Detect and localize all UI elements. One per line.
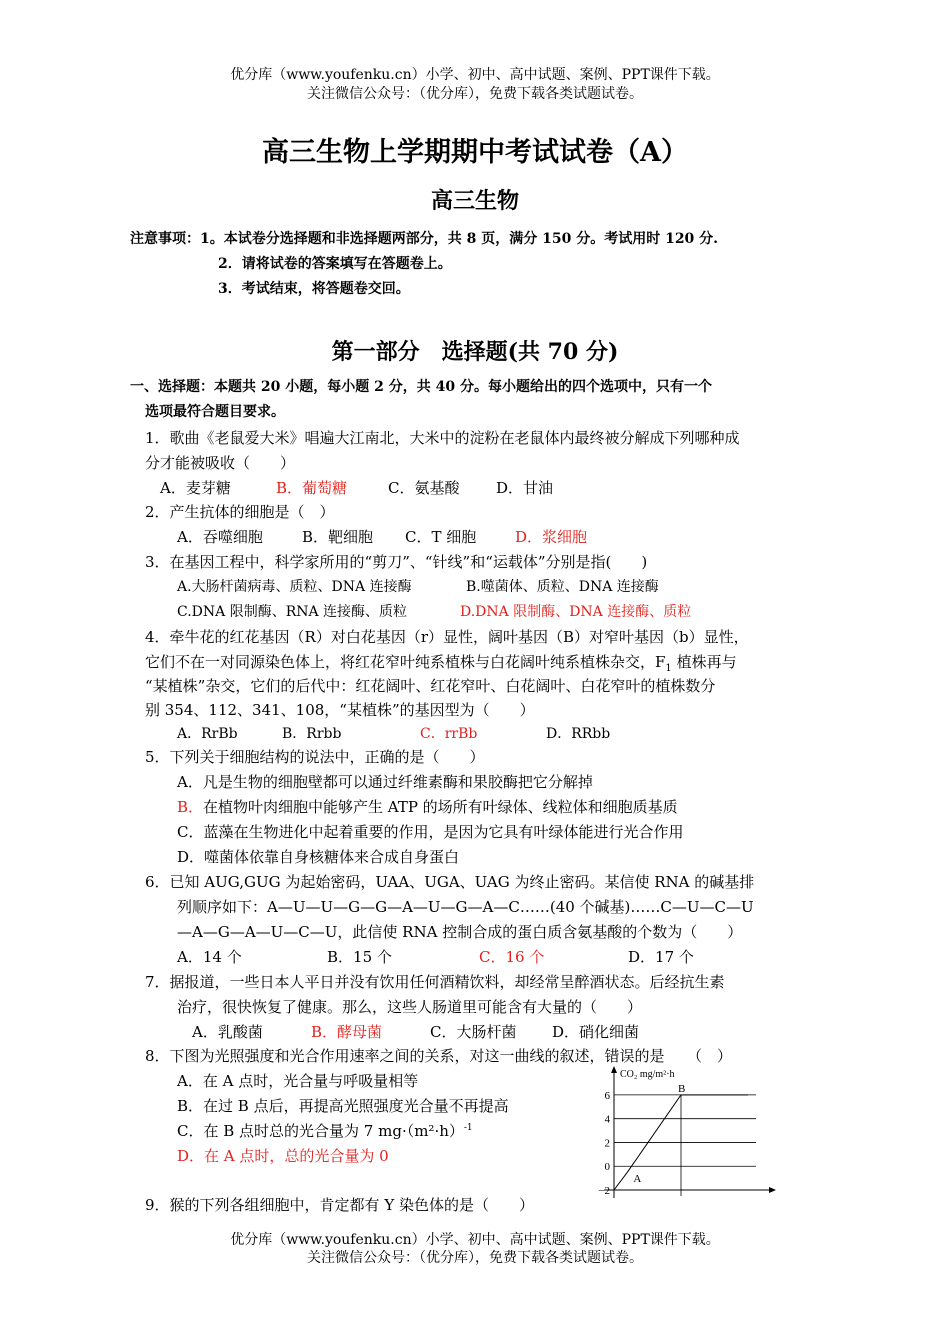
q1-stem-2: 分才能被吸收（ ） bbox=[145, 454, 296, 472]
q3-option-a: A.大肠杆菌病毒、质粒、DNA 连接酶 bbox=[177, 579, 412, 595]
q4-stem-2 bbox=[145, 651, 737, 674]
q7-stem-2: 治疗，很快恢复了健康。那么，这些人肠道里可能含有大量的（ ） bbox=[177, 998, 643, 1016]
q8-option-b: B．在过 B 点后，再提高光照强度光合量不再提高 bbox=[177, 1097, 509, 1115]
section1-line-2: 选项最符合题目要求。 bbox=[145, 404, 285, 420]
q6-stem-1: 6．已知 AUG,GUG 为起始密码，UAA、UGA、UAG 为终止密码。某信使 RNA 的碱基排 bbox=[145, 873, 755, 891]
note-2: 2．请将试卷的答案填写在答题卷上。 bbox=[218, 256, 452, 272]
page-subtitle: 高三生物 bbox=[430, 188, 519, 214]
q3-stem: 3．在基因工程中，科学家所用的“剪刀”、“针线”和“运载体”分别是指( ) bbox=[145, 553, 648, 571]
chart-tick-label: −2 bbox=[598, 1185, 610, 1197]
q4-stem-2-b: 植株再与 bbox=[671, 653, 737, 671]
q7-option-d: D．硝化细菌 bbox=[552, 1023, 640, 1041]
q4-stem-4: 别 354、112、341、108，“某植株”的基因型为（ ） bbox=[145, 701, 535, 719]
chart-point-label-b: B bbox=[678, 1082, 686, 1095]
q1-option-c: C．氨基酸 bbox=[388, 479, 460, 497]
chart-x-axis-arrow bbox=[769, 1187, 776, 1193]
q5-option-b-text: 在植物叶肉细胞中能够产生 ATP 的场所有叶绿体、线粒体和细胞质基质 bbox=[203, 798, 678, 816]
q3-option-b: B.噬菌体、质粒、DNA 连接酶 bbox=[466, 579, 659, 595]
q1-option-b: B．葡萄糖 bbox=[276, 479, 348, 497]
q5-option-a: A．凡是生物的细胞壁都可以通过纤维素酶和果胶酶把它分解掉 bbox=[177, 773, 593, 791]
q4-stem-2-a: 它们不在一对同源染色体上，将红花窄叶纯系植株与白花阔叶纯系植株杂交，F bbox=[145, 653, 666, 671]
q6-option-c: C．16 个 bbox=[479, 948, 545, 966]
q4-stem-2-sub: 1 bbox=[665, 663, 672, 674]
q6-option-a: A．14 个 bbox=[177, 948, 242, 966]
header-line-1: 优分库（www.youfenku.cn）小学、初中、高中试题、案例、PPT课件下载。 bbox=[230, 67, 720, 83]
q2-option-a: A．吞噬细胞 bbox=[177, 528, 263, 546]
q4-stem-1: 4．牵牛花的红花基因（R）对白花基因（r）显性，阔叶基因（B）对窄叶基因（b）显性， bbox=[145, 628, 749, 646]
q5-option-b bbox=[177, 796, 678, 817]
q8-stem: 8．下图为光照强度和光合作用速率之间的关系，对这一曲线的叙述，错误的是 （ ） bbox=[145, 1047, 733, 1065]
q5-option-c: C．蓝藻在生物进化中起着重要的作用，是因为它具有叶绿体能进行光合作用 bbox=[177, 823, 684, 841]
q8-option-c-text: C．在 B 点时总的光合量为 7 mg·（m²·h） bbox=[177, 1122, 464, 1140]
page-title: 高三生物上学期期中考试试卷（A） bbox=[262, 137, 688, 168]
q5-option-b-label: B． bbox=[177, 798, 204, 816]
note-1: 注意事项：1。本试卷分选择题和非选择题两部分，共 8 页，满分 150 分。考试用时 120 分. bbox=[130, 231, 719, 247]
q7-option-a: A．乳酸菌 bbox=[192, 1023, 263, 1041]
chart-point-label-a: A bbox=[633, 1173, 642, 1186]
header-line-2: 关注微信公众号：（优分库），免费下载各类试题试卷。 bbox=[307, 86, 643, 102]
q8-option-d: D．在 A 点时，总的光合量为 0 bbox=[177, 1147, 389, 1165]
chart-ylabel: CO₂ mg/m²·h bbox=[620, 1069, 675, 1080]
q1-stem-1: 1．歌曲《老鼠爱大米》唱遍大江南北，大米中的淀粉在老鼠体内最终被分解成下列哪种成 bbox=[145, 429, 740, 447]
note-3: 3．考试结束，将答题卷交回。 bbox=[218, 281, 410, 297]
q3-option-d: D.DNA 限制酶、DNA 连接酶、质粒 bbox=[460, 604, 692, 620]
q8-option-c-sup: -1 bbox=[463, 1123, 473, 1133]
q5-option-d: D．噬菌体依靠自身核糖体来合成自身蛋白 bbox=[177, 848, 460, 866]
q3-option-c: C.DNA 限制酶、RNA 连接酶、质粒 bbox=[177, 604, 408, 620]
footer-line-2: 关注微信公众号：（优分库），免费下载各类试题试卷。 bbox=[307, 1250, 643, 1266]
chart-tick-label: 2 bbox=[604, 1137, 610, 1150]
q2-option-d: D．浆细胞 bbox=[515, 528, 588, 546]
q8-option-c bbox=[177, 1120, 473, 1141]
q1-option-a: A．麦芽糖 bbox=[160, 479, 231, 497]
q1-option-d: D．甘油 bbox=[496, 479, 554, 497]
part1-title: 第一部分 选择题(共 70 分) bbox=[331, 339, 619, 365]
q4-option-a: A．RrBb bbox=[177, 726, 238, 742]
q6-stem-2: 列顺序如下：A—U—U—G—G—A—U—G—A—C……(40 个碱基)……C—U—C—U bbox=[177, 898, 754, 916]
q6-stem-3: —A—G—A—U—C—U，此信使 RNA 控制合成的蛋白质含氨基酸的个数为（ ） bbox=[177, 923, 743, 941]
q6-option-b: B．15 个 bbox=[327, 948, 392, 966]
section1-line-1: 一、选择题：本题共 20 小题，每小题 2 分，共 40 分。每小题给出的四个选项中，只有一个 bbox=[130, 379, 712, 395]
q5-stem: 5．下列关于细胞结构的说法中，正确的是（ ） bbox=[145, 748, 485, 766]
q7-option-c: C．大肠杆菌 bbox=[430, 1023, 517, 1041]
q7-option-b: B．酵母菌 bbox=[311, 1023, 383, 1041]
q4-option-c: C．rrBb bbox=[420, 726, 478, 742]
q7-stem-1: 7．据报道，一些日本人平日并没有饮用任何酒精饮料，却经常呈醉酒状态。后经抗生素 bbox=[145, 973, 725, 991]
q4-option-b: B．Rrbb bbox=[282, 726, 342, 742]
q6-option-d: D．17 个 bbox=[628, 948, 694, 966]
chart-tick-label: 0 bbox=[604, 1161, 610, 1174]
chart-tick-label: 4 bbox=[604, 1113, 610, 1126]
q2-option-b: B．靶细胞 bbox=[302, 528, 374, 546]
q8-option-a: A．在 A 点时，光合量与呼吸量相等 bbox=[177, 1072, 419, 1090]
q4-stem-3: “某植株”杂交，它们的后代中：红花阔叶、红花窄叶、白花阔叶、白花窄叶的植株数分 bbox=[145, 677, 716, 695]
q8-chart bbox=[588, 1064, 778, 1199]
q9-stem: 9．猴的下列各组细胞中，肯定都有 Y 染色体的是（ ） bbox=[145, 1196, 534, 1214]
footer-line-1: 优分库（www.youfenku.cn）小学、初中、高中试题、案例、PPT课件下载。 bbox=[230, 1232, 720, 1248]
chart-tick-label: 6 bbox=[604, 1089, 610, 1102]
q2-stem: 2．产生抗体的细胞是（ ） bbox=[145, 503, 335, 521]
q2-option-c: C．T 细胞 bbox=[405, 528, 477, 546]
q4-option-d: D．RRbb bbox=[546, 726, 611, 742]
chart-y-axis-arrow bbox=[611, 1066, 617, 1073]
